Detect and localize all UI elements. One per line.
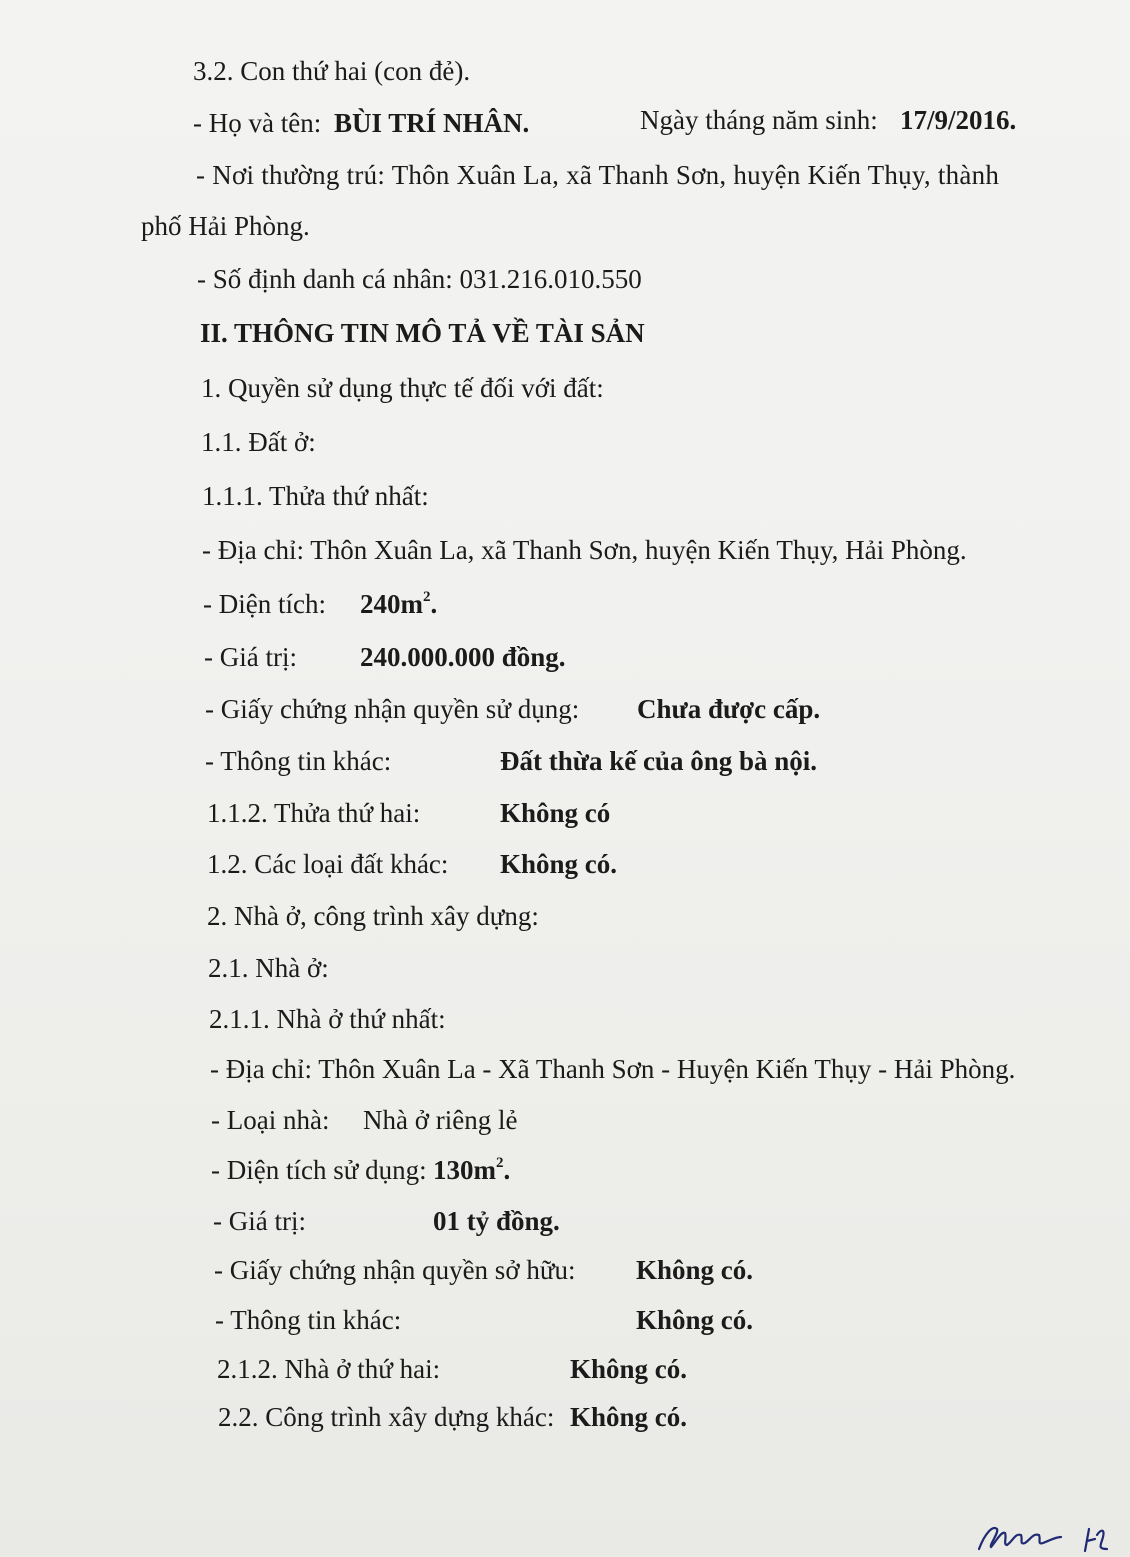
certificate-value: Chưa được cấp. <box>637 694 821 724</box>
other-land-label: 1.2. Các loại đất khác: <box>207 849 449 879</box>
residence-line-1: - Nơi thường trú: Thôn Xuân La, xã Thanh Sơn, huyện Kiến Thụy, thành <box>196 160 1000 190</box>
residential-land-heading: 1.1. Đất ở: <box>201 427 316 457</box>
section-heading: II. THÔNG TIN MÔ TẢ VỀ TÀI SẢN <box>200 318 645 348</box>
other-info-label: - Thông tin khác: <box>205 746 392 776</box>
house-area-label: - Diện tích sử dụng: <box>211 1155 427 1185</box>
house-other-info-value: Không có. <box>636 1305 754 1335</box>
house2-label: 2.1.2. Nhà ở thứ hai: <box>217 1354 441 1384</box>
name-label: - Họ và tên: <box>193 108 322 138</box>
ownership-certificate-value: Không có. <box>636 1255 754 1285</box>
other-info-value: Đất thừa kế của ông bà nội. <box>500 746 817 776</box>
plot2-value: Không có <box>500 798 611 828</box>
plot1-heading: 1.1.1. Thửa thứ nhất: <box>202 481 429 511</box>
house-area-value: $130m^2$. <box>433 1155 511 1185</box>
handwritten-signature <box>975 1515 1125 1557</box>
certificate-label: - Giấy chứng nhận quyền sử dụng: <box>205 694 580 724</box>
house-type-value: Nhà ở riêng lẻ <box>363 1105 518 1135</box>
other-construction-value: Không có. <box>570 1402 688 1432</box>
other-construction-label: 2.2. Công trình xây dựng khác: <box>218 1402 555 1432</box>
house-heading: 2. Nhà ở, công trình xây dựng: <box>207 901 539 931</box>
house1-address: - Địa chỉ: Thôn Xuân La - Xã Thanh Sơn - Huyện Kiến Thụy - Hải Phòng. <box>210 1054 1016 1084</box>
house-value-label: - Giá trị: <box>213 1206 306 1236</box>
child-heading: 3.2. Con thứ hai (con đẻ). <box>193 56 471 86</box>
house-other-info-label: - Thông tin khác: <box>215 1305 402 1335</box>
ownership-certificate-label: - Giấy chứng nhận quyền sở hữu: <box>214 1255 576 1285</box>
land-heading: 1. Quyền sử dụng thực tế đối với đất: <box>201 373 604 403</box>
area-value: $240m^2$. <box>360 589 438 619</box>
house-subheading: 2.1. Nhà ở: <box>208 953 329 983</box>
plot1-address: - Địa chỉ: Thôn Xuân La, xã Thanh Sơn, huyện Kiến Thụy, Hải Phòng. <box>202 535 967 565</box>
house-type-label: - Loại nhà: <box>211 1105 330 1135</box>
value-value: 240.000.000 đồng. <box>360 642 566 672</box>
other-land-value: Không có. <box>500 849 618 879</box>
area-label: - Diện tích: <box>203 589 326 619</box>
house2-value: Không có. <box>570 1354 688 1384</box>
personal-id-line: - Số định danh cá nhân: 031.216.010.550 <box>197 264 642 294</box>
dob-value: 17/9/2016. <box>900 105 1017 135</box>
name-value: BÙI TRÍ NHÂN. <box>334 108 530 138</box>
value-label: - Giá trị: <box>204 642 297 672</box>
residence-line-2: phố Hải Phòng. <box>141 211 310 241</box>
plot2-label: 1.1.2. Thửa thứ hai: <box>207 798 421 828</box>
dob-label: Ngày tháng năm sinh: <box>640 105 878 135</box>
house-value-value: 01 tỷ đồng. <box>433 1206 560 1236</box>
house1-heading: 2.1.1. Nhà ở thứ nhất: <box>209 1004 446 1034</box>
